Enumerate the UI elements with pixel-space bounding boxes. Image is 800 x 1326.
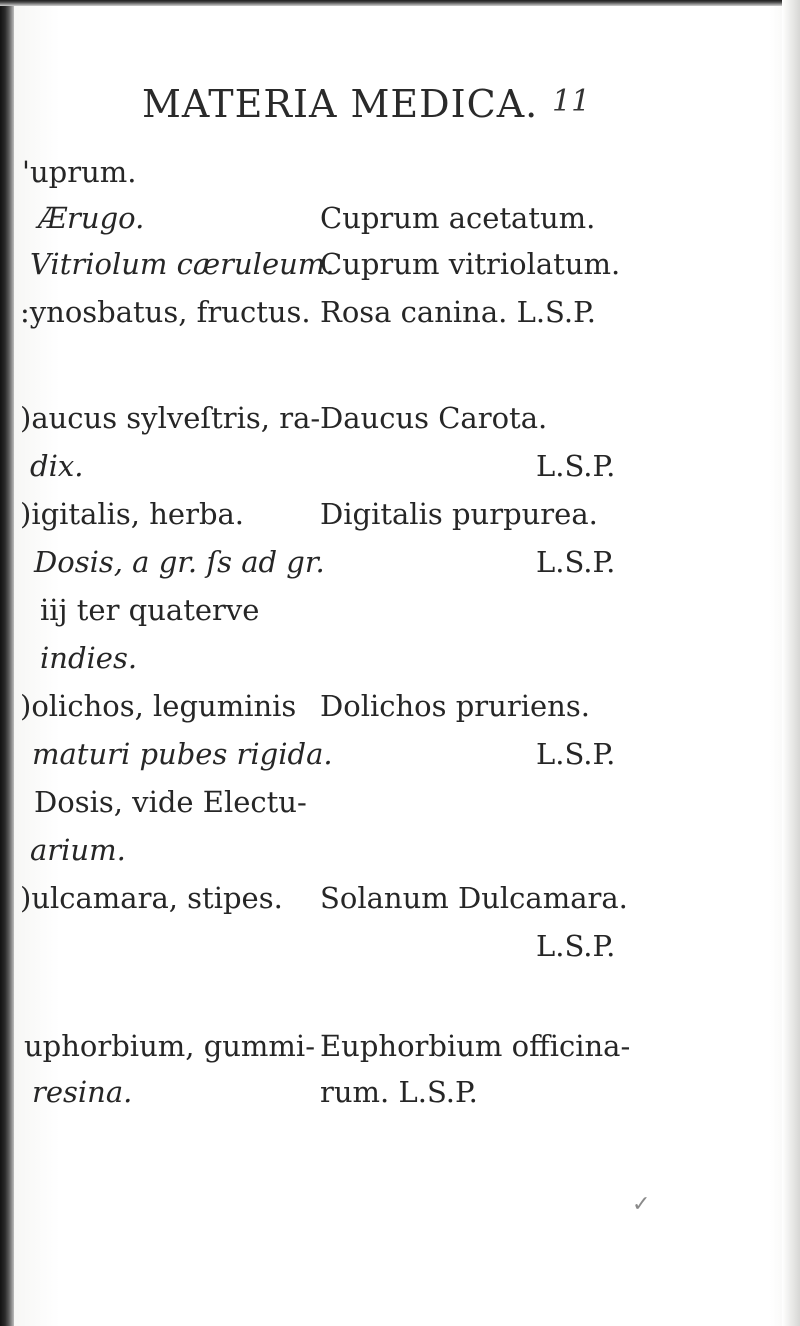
right-edge-shadow	[782, 0, 800, 1326]
binding-shadow	[0, 0, 14, 1326]
entry-left-line: maturi pubes rigida.	[32, 737, 333, 771]
entry-left-line: iij ter quaterve	[40, 593, 260, 627]
entry-left-line: Dosis, vide Electu-	[34, 785, 307, 819]
entry-left-line: arium.	[30, 833, 126, 867]
entry-left-line: resina.	[32, 1075, 133, 1109]
entry-right-line: Cuprum vitriolatum.	[320, 247, 621, 281]
entry-left-line: Vitriolum cæruleum.	[30, 247, 335, 281]
page-number: 11	[552, 84, 591, 119]
entry-right-line: Digitalis purpurea.	[320, 497, 598, 531]
entry-right-line: L.S.P.	[536, 449, 616, 483]
page-header	[0, 82, 800, 132]
entry-right-line: Euphorbium officina-	[320, 1029, 631, 1063]
entry-left-line: )aucus sylveſtris, ra-	[20, 401, 321, 435]
entry-left-line: Dosis, a gr. ſs ad gr.	[34, 545, 325, 579]
entry-left-line: :ynosbatus, fructus.	[20, 295, 311, 329]
entry-left-line: )ulcamara, stipes.	[20, 881, 283, 915]
entry-right-line: Daucus Carota.	[320, 401, 548, 435]
pencil-check-mark: ✓	[632, 1192, 651, 1217]
entry-right-line: Cuprum acetatum.	[320, 201, 596, 235]
entry-left-line: indies.	[40, 641, 138, 675]
entry-right-line: Solanum Dulcamara.	[320, 881, 628, 915]
entry-right-line: rum. L.S.P.	[320, 1075, 478, 1109]
entry-right-line: L.S.P.	[536, 737, 616, 771]
entry-left-line: )olichos, leguminis	[20, 689, 297, 723]
entry-left-line: )igitalis, herba.	[20, 497, 245, 531]
entry-left-line: uphorbium, gummi-	[24, 1029, 316, 1063]
entry-right-line: Rosa canina. L.S.P.	[320, 295, 596, 329]
entry-right-line: Dolichos pruriens.	[320, 689, 590, 723]
running-title: MATERIA MEDICA.	[142, 82, 539, 126]
entry-left-line: 'uprum.	[22, 155, 137, 189]
entry-left-line: dix.	[30, 449, 84, 483]
entry-right-line: L.S.P.	[536, 545, 616, 579]
top-edge-shadow	[0, 0, 800, 6]
entry-left-line: Ærugo.	[38, 201, 145, 235]
entry-right-line: L.S.P.	[536, 929, 616, 963]
